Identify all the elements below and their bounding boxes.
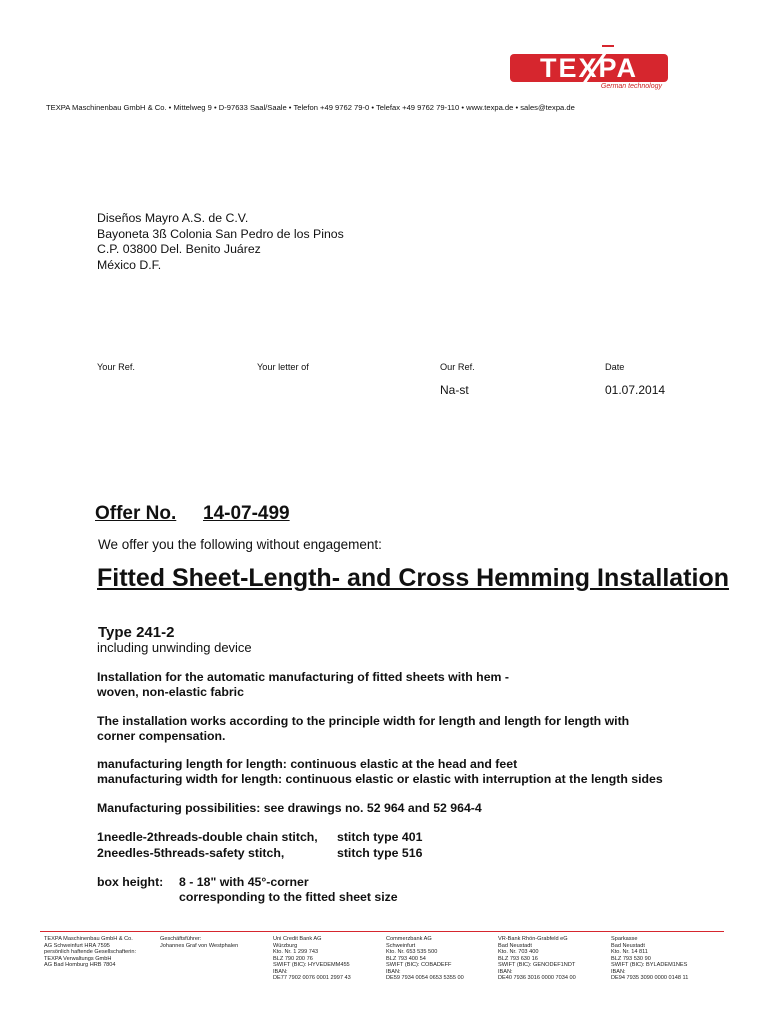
stitch-2-name: 2needles-5threads-safety stitch, bbox=[97, 846, 285, 860]
footer-col-bank-2: Commerzbank AG Schweinfurt Kto. Nr. 653 535 500 BLZ 793 400 54 SWIFT (BIC): COBADEFF IBAN: DE59 7934 0054 0653 5355 00 bbox=[386, 936, 464, 981]
company-header-line: TEXPA Maschinenbau GmbH & Co. • Mittelweg 9 • D-97633 Saal/Saale • Telefon +49 9762 79-0 • Telefax +49 9762 79-110 • www.texpa.de • sales@texpa.de bbox=[46, 103, 575, 112]
body-line-3: The installation works according to the principle width for length and length for length with bbox=[97, 714, 630, 728]
footer-col-company: TEXPA Maschinenbau GmbH & Co. AG Schweinfurt HRA 7595 persönlich haftende Gesellschafterin: TEXPA Verwaltungs GmbH AG Bad Homburg HRB 7804 bbox=[44, 936, 137, 968]
date-label: Date bbox=[605, 362, 625, 372]
product-title: Fitted Sheet-Length- and Cross Hemming Installation bbox=[97, 564, 729, 592]
body-line-1: Installation for the automatic manufacturing of fitted sheets with hem - bbox=[97, 670, 509, 684]
body-line-4: corner compensation. bbox=[97, 729, 226, 743]
our-ref-label: Our Ref. bbox=[440, 362, 475, 372]
footer-col-bank-4: Sparkasse Bad Neustadt Kto. Nr. 14 811 BLZ 793 530 90 SWIFT (BIC): BYLADEM1NES IBAN: DE94 7935 3090 0000 0148 11 bbox=[611, 936, 689, 981]
body-line-6: manufacturing width for length: continuous elastic or elastic with interruption at the length sides bbox=[97, 772, 663, 786]
offer-label: Offer No. bbox=[95, 503, 177, 524]
product-type: Type 241-2 bbox=[98, 624, 175, 641]
your-ref-label: Your Ref. bbox=[97, 362, 135, 372]
footer-rule bbox=[40, 931, 724, 932]
recipient-line-4: México D.F. bbox=[97, 258, 162, 272]
stitch-1-name: 1needle-2threads-double chain stitch, bbox=[97, 830, 318, 844]
recipient-line-1: Diseños Mayro A.S. de C.V. bbox=[97, 211, 249, 225]
box-height-value: 8 - 18" with 45°-corner bbox=[179, 875, 309, 889]
recipient-line-3: C.P. 03800 Del. Benito Juárez bbox=[97, 242, 261, 256]
stitch-2-type: stitch type 516 bbox=[337, 846, 423, 860]
footer-col-bank-3: VR-Bank Rhön-Grabfeld eG Bad Neustadt Kto. Nr. 703 400 BLZ 793 630 16 SWIFT (BIC): GENODEF1NDT IBAN: DE40 7936 3016 0000 7034 00 bbox=[498, 936, 576, 981]
stitch-1-type: stitch type 401 bbox=[337, 830, 423, 844]
body-line-7: Manufacturing possibilities: see drawings no. 52 964 and 52 964-4 bbox=[97, 801, 482, 815]
date-value: 01.07.2014 bbox=[605, 383, 666, 397]
box-height-label: box height: bbox=[97, 875, 164, 889]
footer-col-management: Geschäftsführer: Johannes Graf von Westphalen bbox=[160, 936, 239, 949]
logo-wordmark: TEXPA bbox=[510, 54, 668, 82]
box-height-value-2: corresponding to the fitted sheet size bbox=[179, 890, 398, 904]
logo-tagline: German technology bbox=[600, 83, 662, 90]
recipient-line-2: Bayoneta 3ß Colonia San Pedro de los Pinos bbox=[97, 227, 344, 241]
body-line-5: manufacturing length for length: continuous elastic at the head and feet bbox=[97, 757, 518, 771]
our-ref-value: Na-st bbox=[440, 383, 469, 397]
offer-number: 14-07-499 bbox=[203, 503, 290, 524]
product-type-sub: including unwinding device bbox=[97, 640, 252, 655]
offer-intro: We offer you the following without engagement: bbox=[98, 537, 382, 552]
footer-col-bank-1: Uni Credit Bank AG Würzburg Kto. Nr. 1 299 743 BLZ 790 200 76 SWIFT (BIC): HYVEDEMM455 IBAN: DE77 7902 0076 0001 2997 43 bbox=[273, 936, 351, 981]
your-letter-label: Your letter of bbox=[257, 362, 309, 372]
body-line-2: woven, non-elastic fabric bbox=[97, 685, 244, 699]
